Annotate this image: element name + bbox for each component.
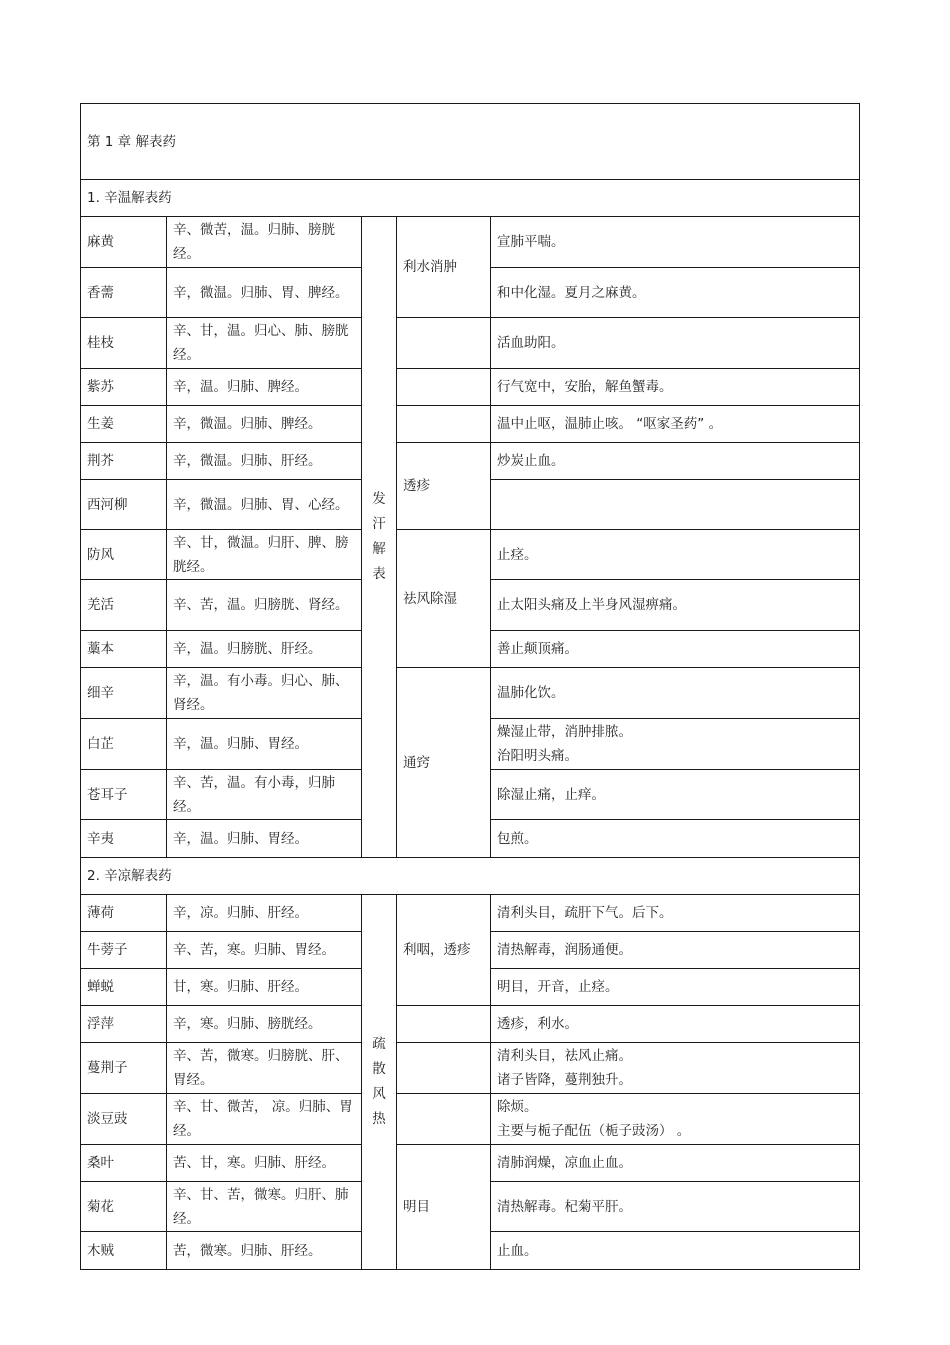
herb-nature: 辛，微温。归肺、脾经。: [167, 406, 362, 443]
herb-effect: 明目，开音，止痉。: [491, 969, 860, 1006]
herb-nature: 苦，微寒。归肺、肝经。: [167, 1232, 362, 1270]
herb-nature: 辛，凉。归肺、肝经。: [167, 895, 362, 932]
herb-nature: 辛、甘，温。归心、肺、膀胱经。: [167, 318, 362, 369]
group-label: 利咽，透疹: [397, 895, 491, 1006]
herb-nature: 辛，微温。归肺、胃、脾经。: [167, 268, 362, 318]
herb-name: 苍耳子: [81, 770, 167, 820]
herb-name: 香薷: [81, 268, 167, 318]
herb-effect: 活血助阳。: [491, 318, 860, 369]
herb-effect: 止血。: [491, 1232, 860, 1270]
herb-nature: 辛、苦，寒。归肺、胃经。: [167, 932, 362, 969]
category-label: 疏 散 风 热: [372, 1036, 386, 1127]
group-label: [397, 1043, 491, 1094]
herb-effect: 除烦。 主要与栀子配伍（栀子豉汤） 。: [491, 1094, 860, 1145]
group-label: 利水消肿: [397, 217, 491, 318]
herb-nature: 辛、甘、苦，微寒。归肝、肺经。: [167, 1182, 362, 1232]
table-row: [81, 443, 860, 480]
herb-effect: 清利头目，祛风止痛。 诸子皆降，蔓荆独升。: [491, 1043, 860, 1094]
herb-nature: 甘，寒。归肺、肝经。: [167, 969, 362, 1006]
herb-nature: 辛、甘，微温。归肝、脾、膀胱经。: [167, 530, 362, 580]
herb-name: 菊花: [81, 1182, 167, 1232]
group-label: 祛风除湿: [397, 530, 491, 668]
herb-effect: 清热解毒。杞菊平肝。: [491, 1182, 860, 1232]
herb-name: 桂枝: [81, 318, 167, 369]
herb-effect: 温中止呕，温肺止咳。 “呕家圣药” 。: [491, 406, 860, 443]
herb-effect: 止痉。: [491, 530, 860, 580]
group-label: [397, 369, 491, 406]
herb-nature: 辛、甘、微苦， 凉。归肺、胃经。: [167, 1094, 362, 1145]
table-row: [81, 1043, 860, 1094]
herb-effect: 透疹，利水。: [491, 1006, 860, 1043]
table-row: [81, 369, 860, 406]
herb-effect: 善止颠顶痛。: [491, 631, 860, 668]
herb-effect: 包煎。: [491, 820, 860, 858]
table-row: [81, 1006, 860, 1043]
herb-effect: 清肺润燥，凉血止血。: [491, 1145, 860, 1182]
herb-name: 细辛: [81, 668, 167, 719]
category-label: 发 汗 解 表: [372, 491, 386, 582]
group-label: 明目: [397, 1145, 491, 1270]
herb-name: 蔓荆子: [81, 1043, 167, 1094]
section-header-row: [81, 858, 860, 895]
herb-effect: 温肺化饮。: [491, 668, 860, 719]
herb-name: 牛蒡子: [81, 932, 167, 969]
herb-name: 羌活: [81, 580, 167, 631]
herb-name: 防风: [81, 530, 167, 580]
herb-name: 木贼: [81, 1232, 167, 1270]
herb-name: 薄荷: [81, 895, 167, 932]
section-header-row: [81, 180, 860, 217]
herb-name: 西河柳: [81, 480, 167, 530]
herb-effect: 宣肺平喘。: [491, 217, 860, 268]
category-cell: [362, 217, 397, 858]
table-row: [81, 1094, 860, 1145]
group-label: 透疹: [397, 443, 491, 530]
table-row: [81, 1145, 860, 1182]
herb-name: 浮萍: [81, 1006, 167, 1043]
section-title: 2. 辛凉解表药: [81, 858, 860, 895]
herb-nature: 苦、甘，寒。归肺、肝经。: [167, 1145, 362, 1182]
table-row: [81, 530, 860, 580]
herb-nature: 辛，温。有小毒。归心、肺、肾经。: [167, 668, 362, 719]
table-row: [81, 217, 860, 268]
herb-table: [80, 103, 860, 1270]
herb-nature: 辛，温。归肺、胃经。: [167, 820, 362, 858]
group-label: [397, 1094, 491, 1145]
herb-name: 荆芥: [81, 443, 167, 480]
section-title: 1. 辛温解表药: [81, 180, 860, 217]
herb-name: 麻黄: [81, 217, 167, 268]
herb-effect: 燥湿止带，消肿排脓。 治阳明头痛。: [491, 719, 860, 770]
herb-name: 白芷: [81, 719, 167, 770]
chapter-title: 第 1 章 解表药: [81, 104, 860, 180]
herb-nature: 辛，微温。归肺、胃、心经。: [167, 480, 362, 530]
category-cell: [362, 895, 397, 1270]
herb-name: 淡豆豉: [81, 1094, 167, 1145]
table-row: [81, 668, 860, 719]
herb-effect: 行气宽中，安胎，解鱼蟹毒。: [491, 369, 860, 406]
herb-effect: 清热解毒，润肠通便。: [491, 932, 860, 969]
herb-name: 紫苏: [81, 369, 167, 406]
group-label: [397, 406, 491, 443]
herb-effect: 除湿止痛，止痒。: [491, 770, 860, 820]
herb-nature: 辛、苦，温。有小毒，归肺经。: [167, 770, 362, 820]
herb-name: 蝉蜕: [81, 969, 167, 1006]
herb-nature: 辛，温。归膀胱、肝经。: [167, 631, 362, 668]
group-label: 通窍: [397, 668, 491, 858]
group-label: [397, 1006, 491, 1043]
table-row: [81, 318, 860, 369]
herb-effect: 止太阳头痛及上半身风湿痹痛。: [491, 580, 860, 631]
herb-name: 桑叶: [81, 1145, 167, 1182]
herb-name: 辛夷: [81, 820, 167, 858]
herb-nature: 辛，寒。归肺、膀胱经。: [167, 1006, 362, 1043]
herb-name: 生姜: [81, 406, 167, 443]
herb-nature: 辛、苦，温。归膀胱、肾经。: [167, 580, 362, 631]
herb-effect: 炒炭止血。: [491, 443, 860, 480]
herb-effect: [491, 480, 860, 530]
herb-effect: 和中化湿。夏月之麻黄。: [491, 268, 860, 318]
herb-nature: 辛，温。归肺、脾经。: [167, 369, 362, 406]
herb-nature: 辛，微温。归肺、肝经。: [167, 443, 362, 480]
herb-effect: 清利头目，疏肝下气。后下。: [491, 895, 860, 932]
table-row: [81, 406, 860, 443]
chapter-title-row: [81, 104, 860, 180]
herb-nature: 辛、微苦，温。归肺、膀胱经。: [167, 217, 362, 268]
table-row: [81, 895, 860, 932]
herb-nature: 辛、苦，微寒。归膀胱、肝、胃经。: [167, 1043, 362, 1094]
group-label: [397, 318, 491, 369]
herb-name: 藁本: [81, 631, 167, 668]
herb-nature: 辛，温。归肺、胃经。: [167, 719, 362, 770]
